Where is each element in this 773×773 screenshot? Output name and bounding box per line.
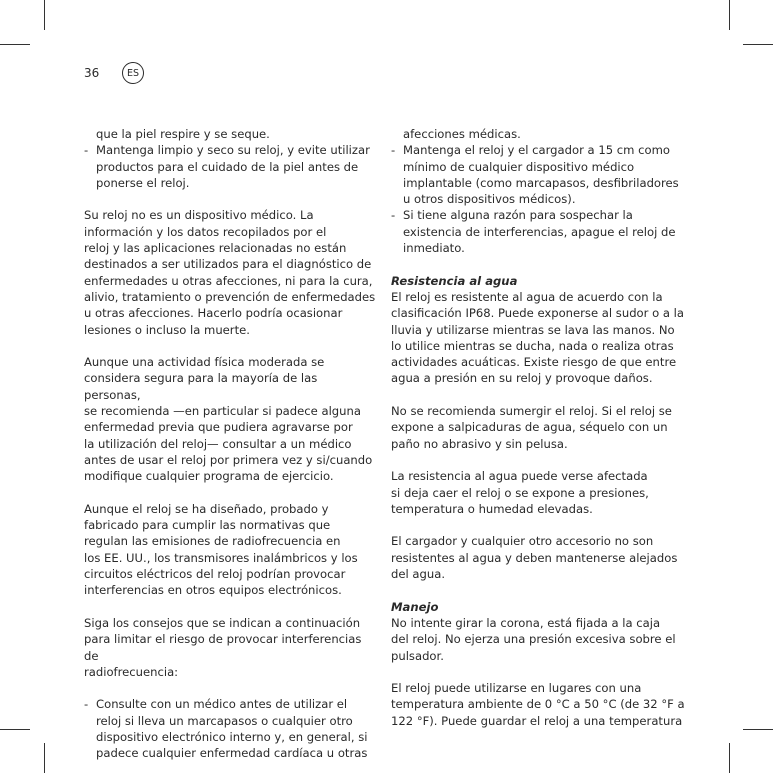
crop-mark xyxy=(0,729,30,730)
section-heading: Resistencia al agua xyxy=(391,273,518,288)
left-column xyxy=(84,126,376,762)
bullet-dash: - xyxy=(391,143,396,158)
paragraph: El cargador y cualquier otro accesorio no son resistentes al agua y deben mantenerse alejados del agua. xyxy=(391,534,678,582)
section-heading: Manejo xyxy=(391,599,439,614)
continued-text: afecciones médicas. xyxy=(403,127,521,141)
continued-text: que la piel respire y se seque. xyxy=(96,127,270,141)
bullet-dash: - xyxy=(84,143,89,158)
bullet-text: Si tiene alguna razón para sospechar la existencia de interferencias, apague el reloj de inmediato. xyxy=(403,208,676,256)
crop-mark xyxy=(44,743,45,773)
paragraph: No se recomienda sumergir el reloj. Si el reloj se expone a salpicaduras de agua, séquelo con un paño no abrasivo y sin pelusa. xyxy=(391,404,672,451)
language-badge: ES xyxy=(122,62,144,84)
crop-mark xyxy=(44,0,45,30)
crop-mark xyxy=(0,44,30,45)
paragraph: No intente girar la corona, está fijada a la caja del reloj. No ejerza una presión excesiva sobre el pulsador. xyxy=(391,615,676,663)
paragraph: Siga los consejos que se indican a continuación para limitar el riesgo de provocar interferencias de radiofrecuencia: xyxy=(84,615,362,679)
paragraph: El reloj puede utilizarse en lugares con una temperatura ambiente de 0 °C a 50 °C (de 32 °F a 122 °F). Puede guardar el reloj a una temperatura xyxy=(391,681,685,728)
bullet-dash: - xyxy=(84,697,89,712)
crop-mark xyxy=(743,729,773,730)
bullet-item xyxy=(84,696,376,761)
crop-mark xyxy=(729,743,730,773)
right-column xyxy=(391,126,691,745)
paragraph: Su reloj no es un dispositivo médico. La información y los datos recopilados por el reloj y las aplicaciones relacionadas no están destinados a ser utilizados para el diagnóstico de enfermedades u otras afecciones, ni para la cura, alivio, tratamiento o prevención de enfermedades u otras afecciones. Hacerlo podría ocasionar lesiones o incluso la muerte. xyxy=(84,208,376,337)
bullet-text: Consulte con un médico antes de utilizar el reloj si lleva un marcapasos o cualquier otro dispositivo electrónico interno y, en general, si padece cualquier enfermedad cardíaca u otras xyxy=(96,697,368,761)
bullet-item xyxy=(391,207,691,256)
crop-mark xyxy=(729,0,730,30)
paragraph: Aunque una actividad física moderada se considera segura para la mayoría de las personas, se recomienda —en particular si padece alguna enfermedad previa que pudiera agravarse por la utilización del reloj— consultar a un médico antes de usar el reloj por primera vez y si/cuando modifique cualquier programa de ejercicio. xyxy=(84,355,373,484)
bullet-item xyxy=(84,142,376,191)
bullet-item xyxy=(391,142,691,207)
paragraph: El reloj es resistente al agua de acuerdo con la clasificación IP68. Puede exponerse al sudor o a la lluvia y utilizarse mientras se lava las manos. No lo utilice mientras se ducha, nada o realiza otras actividades acuáticas. Existe riesgo de que entre agua a presión en su reloj y provoque daños. xyxy=(391,289,684,386)
bullet-text: Mantenga el reloj y el cargador a 15 cm como mínimo de cualquier dispositivo médico implantable (como marcapasos, desfibriladores u otros dispositivos médicos). xyxy=(403,143,679,207)
bullet-dash: - xyxy=(391,208,396,223)
paragraph: Aunque el reloj se ha diseñado, probado y fabricado para cumplir las normativas que regulan las emisiones de radiofrecuencia en los EE. UU., los transmisores inalámbricos y los circuitos eléctricos del reloj podrían provocar interferencias en otros equipos electrónicos. xyxy=(84,501,358,598)
crop-mark xyxy=(743,44,773,45)
paragraph: La resistencia al agua puede verse afectada si deja caer el reloj o se expone a presiones, temperatura o humedad elevadas. xyxy=(391,469,649,516)
page-number: 36 xyxy=(84,66,100,80)
bullet-text: Mantenga limpio y seco su reloj, y evite utilizar productos para el cuidado de la piel antes de ponerse el reloj. xyxy=(96,143,370,190)
